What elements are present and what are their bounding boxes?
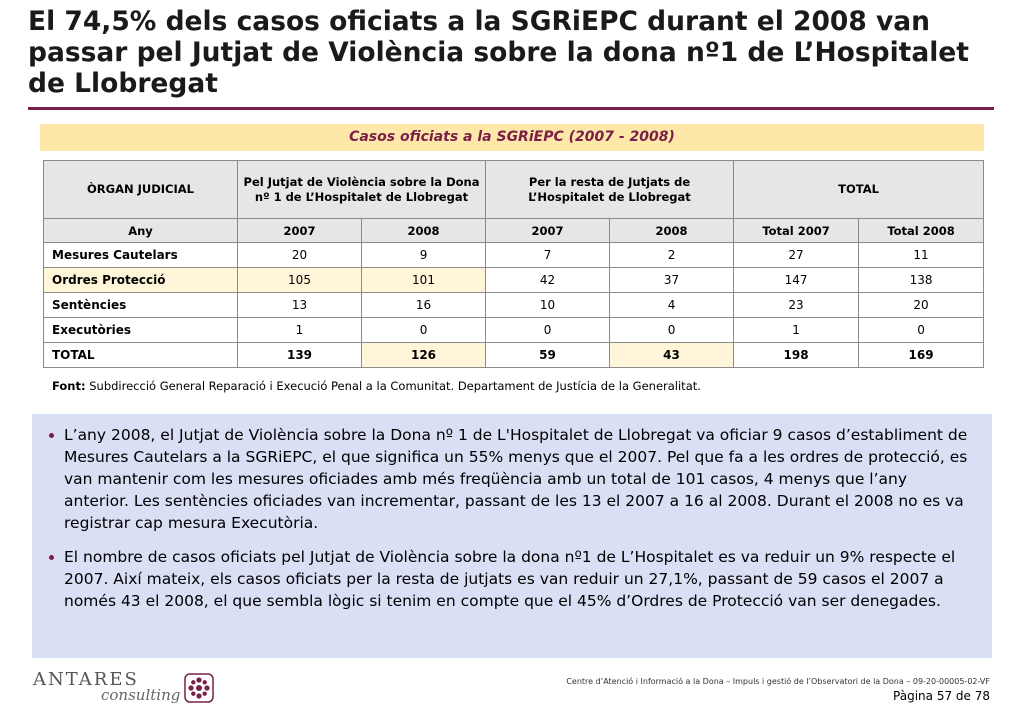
table-cell: 16 xyxy=(362,293,486,318)
table-cell: 42 xyxy=(486,268,610,293)
page-title: El 74,5% dels casos oficiats a la SGRiEPC durant el 2008 van passar pel Jutjat de Violència sobre la dona nº1 de L’Hospitalet de Llobregat xyxy=(28,6,969,99)
bullet-text: L’any 2008, el Jutjat de Violència sobre la Dona nº 1 de L'Hospitalet de Llobregat va oficiar 9 casos d’establiment de Mesures Cautelars a la SGRiEPC, el que significa un 55% menys que el 2007. Pel que fa a les ordres de protecció, es van mantenir com les mesures oficiades amb més freqüència amb un total de 101 casos, 4 menys que l’any anterior. Les sentències oficiades van incrementar, passant de les 13 el 2007 a 16 al 2008. Durant el 2008 no es va registrar cap mesura Executòria. xyxy=(64,426,968,532)
header-total: TOTAL xyxy=(734,161,984,219)
header-jutjat1: Pel Jutjat de Violència sobre la Dona nº 1 de L’Hospitalet de Llobregat xyxy=(238,161,486,219)
subheader-total-2007: Total 2007 xyxy=(734,219,859,243)
table-cell: 11 xyxy=(859,243,984,268)
table-cell: 0 xyxy=(610,318,734,343)
table-cell: 1 xyxy=(734,318,859,343)
table-header-groups xyxy=(44,161,984,219)
row-label: Sentències xyxy=(44,293,238,318)
table-cell: 59 xyxy=(486,343,610,368)
footer-text: Centre d’Atenció i Informació a la Dona – Impuls i gestió de l’Observatori de la Dona – 09-20-00005-02-VF xyxy=(566,677,990,686)
subheader-jutjat1-2007: 2007 xyxy=(238,219,362,243)
source-text: Subdirecció General Reparació i Execució Penal a la Comunitat. Departament de Justícia de la Generalitat. xyxy=(89,379,701,393)
table-cell: 101 xyxy=(362,268,486,293)
table-cell: 7 xyxy=(486,243,610,268)
table-cell: 2 xyxy=(610,243,734,268)
logo-subtitle: consulting xyxy=(101,686,181,704)
page-number: Pàgina 57 de 78 xyxy=(893,689,990,703)
table-cell: 10 xyxy=(486,293,610,318)
table-cell: 0 xyxy=(486,318,610,343)
table-cell: 20 xyxy=(238,243,362,268)
row-label: Mesures Cautelars xyxy=(44,243,238,268)
table-title: Casos oficiats a la SGRiEPC (2007 - 2008) xyxy=(40,124,984,151)
logo-wordmark: ANTARES xyxy=(33,669,139,690)
table-cell: 147 xyxy=(734,268,859,293)
table-cell: 4 xyxy=(610,293,734,318)
table-total-row xyxy=(44,343,984,368)
table-cell: 13 xyxy=(238,293,362,318)
table-row xyxy=(44,268,984,293)
subheader-resta-2008: 2008 xyxy=(610,219,734,243)
table-cell: 105 xyxy=(238,268,362,293)
bullet-item xyxy=(64,546,968,612)
table-row xyxy=(44,293,984,318)
row-label: TOTAL xyxy=(44,343,238,368)
title-divider xyxy=(28,107,994,110)
table-cell: 27 xyxy=(734,243,859,268)
bullet-dot-icon xyxy=(49,555,54,560)
table-row xyxy=(44,318,984,343)
cases-table xyxy=(43,160,984,368)
logo-emblem-icon xyxy=(184,673,214,703)
bullet-text: El nombre de casos oficiats pel Jutjat de Violència sobre la dona nº1 de L’Hospitalet es va reduir un 9% respecte el 2007. Així mateix, els casos oficiats per la resta de jutjats es van reduir un 27,1%, passant de 59 casos el 2007 a només 43 el 2008, el que sembla lògic si tenim en compte que el 45% d’Ordres de Protecció van ser denegades. xyxy=(64,548,956,610)
table-row xyxy=(44,243,984,268)
table-cell: 23 xyxy=(734,293,859,318)
subheader-any: Any xyxy=(44,219,238,243)
table-subheader-row xyxy=(44,219,984,243)
subheader-jutjat1-2008: 2008 xyxy=(362,219,486,243)
antares-logo xyxy=(33,669,233,709)
row-label: Executòries xyxy=(44,318,238,343)
subheader-total-2008: Total 2008 xyxy=(859,219,984,243)
table-cell: 37 xyxy=(610,268,734,293)
table-cell: 139 xyxy=(238,343,362,368)
bullet-item xyxy=(64,424,968,534)
subheader-resta-2007: 2007 xyxy=(486,219,610,243)
table-cell: 0 xyxy=(362,318,486,343)
header-resta: Per la resta de Jutjats de L’Hospitalet de Llobregat xyxy=(486,161,734,219)
source-note xyxy=(52,378,992,394)
bullet-box xyxy=(32,414,992,658)
table-cell: 43 xyxy=(610,343,734,368)
table-cell: 0 xyxy=(859,318,984,343)
header-organ: ÒRGAN JUDICIAL xyxy=(44,161,238,219)
source-label: Font: xyxy=(52,379,86,393)
table-cell: 126 xyxy=(362,343,486,368)
row-label: Ordres Protecció xyxy=(44,268,238,293)
table-cell: 198 xyxy=(734,343,859,368)
table-cell: 138 xyxy=(859,268,984,293)
table-cell: 20 xyxy=(859,293,984,318)
table-cell: 9 xyxy=(362,243,486,268)
bullet-dot-icon xyxy=(49,433,54,438)
table-cell: 1 xyxy=(238,318,362,343)
table-cell: 169 xyxy=(859,343,984,368)
